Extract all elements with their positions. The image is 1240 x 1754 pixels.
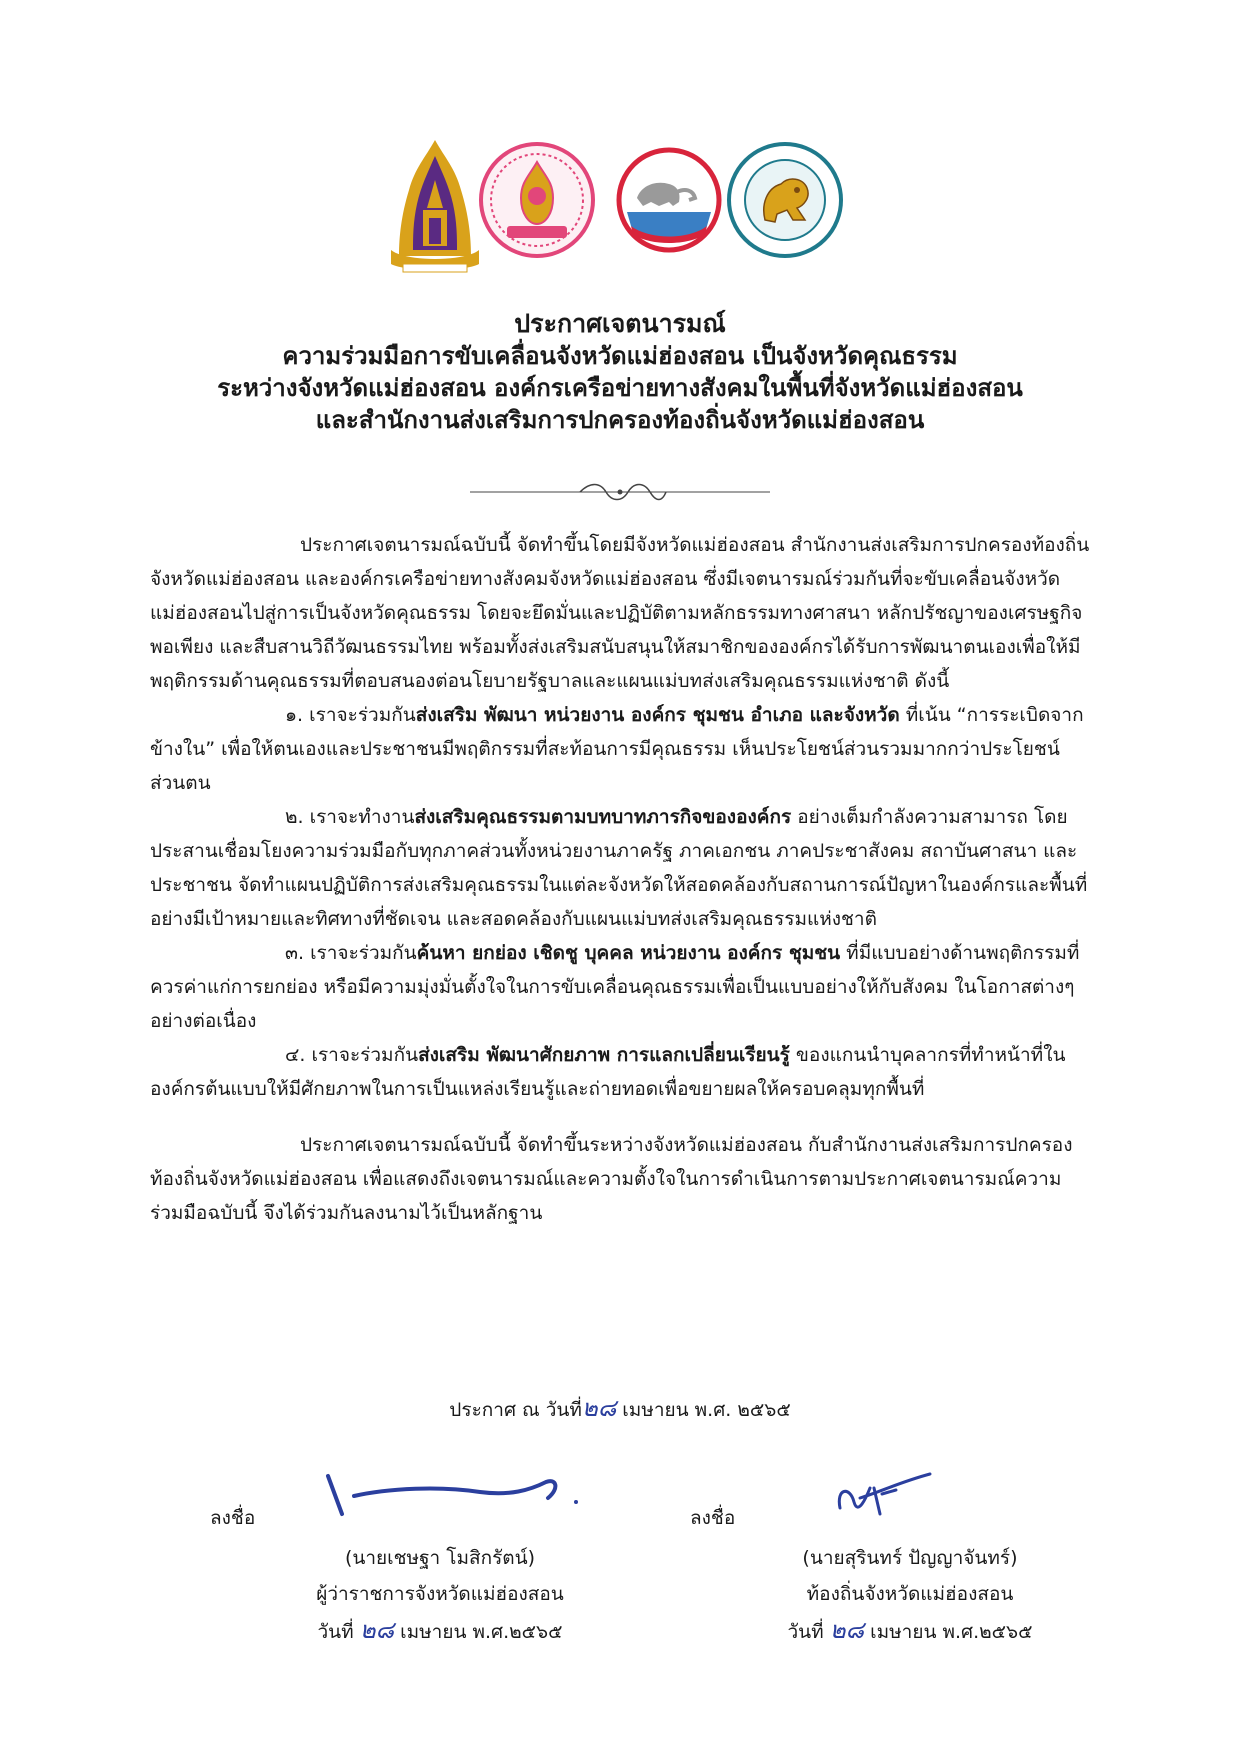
document-subtitle-3: และสำนักงานส่งเสริมการปกครองท้องถิ่นจังหวัดแม่ฮ่องสอน bbox=[315, 406, 925, 434]
closing-paragraph: ประกาศเจตนารมณ์ฉบับนี้ จัดทำขึ้นระหว่างจังหวัดแม่ฮ่องสอน กับสำนักงานส่งเสริมการปกครองท้องถิ่นจังหวัดแม่ฮ่องสอน เพื่อแสดงถึงเจตนารมณ์และความตั้งใจในการดำเนินการตามประกาศเจตนารมณ์ความร่วมมือฉบับนี้ จึงได้ร่วมกันลงนามไว้เป็นหลักฐาน bbox=[150, 1134, 1073, 1224]
document-body bbox=[150, 528, 1092, 1230]
commitment-item-1 bbox=[150, 698, 1092, 800]
item-text: อย่างเต็มกำลังความสามารถ โดย ประสานเชื่อมโยงความร่วมมือกับทุกภาคส่วนทั้งหน่วยงานภาครัฐ ภาคเอกชน ภาคประชาสังคม สถาบันศาสนา และประชาชน จัดทำแผนปฏิบัติการส่งเสริมคุณธรรมในแต่ละจังหวัดให้สอดคล้องกับสถานการณ์ปัญหาในองค์กรและพื้นที่อย่างมีเป้าหมายและทิศทางที่ชัดเจน และสอดคล้องกับแผนแม่บทส่งเสริมคุณธรรมแห่งชาติ bbox=[150, 806, 1088, 930]
ministry-of-culture-logo bbox=[385, 138, 485, 278]
signature-label: ลงชื่อ bbox=[210, 1507, 256, 1529]
document-title-block bbox=[0, 308, 1240, 436]
signatory-date bbox=[730, 1612, 1090, 1650]
date-suffix: เมษายน พ.ศ. ๒๕๖๕ bbox=[622, 1399, 791, 1421]
item-emphasis: ส่งเสริม พัฒนา หน่วยงาน องค์กร ชุมชน อำเภอ และจังหวัด bbox=[415, 704, 900, 726]
item-emphasis: ส่งเสริม พัฒนาศักยภาพ การแลกเปลี่ยนเรียนรู้ bbox=[418, 1044, 790, 1066]
handwritten-day: ๒๘ bbox=[829, 1616, 865, 1644]
signatory-name: (นายเชษฐา โมสิกรัตน์) bbox=[344, 1547, 536, 1569]
signatory-name: (นายสุรินทร์ ปัญญาจันทร์) bbox=[802, 1547, 1018, 1569]
signatory-date bbox=[260, 1612, 620, 1650]
date-prefix: วันที่ bbox=[317, 1621, 354, 1643]
mae-hong-son-province-logo bbox=[615, 146, 723, 254]
signature-label: ลงชื่อ bbox=[690, 1507, 736, 1529]
signature-mark bbox=[320, 1466, 580, 1526]
item-emphasis: ส่งเสริมคุณธรรมตามบทบาทภารกิจขององค์กร bbox=[414, 806, 792, 828]
signatory-details bbox=[730, 1540, 1090, 1650]
signatory-details bbox=[260, 1540, 620, 1650]
item-text: ของแกนนำบุคลากรที่ทำหน้าที่ในองค์กรต้นแบบให้มีศักยภาพในการเป็นแหล่งเรียนรู้และถ่ายทอดเพื่อขยายผลให้ครอบคลุมทุกพื้นที่ bbox=[150, 1044, 1066, 1100]
decorative-divider bbox=[470, 480, 770, 504]
item-emphasis: ค้นหา ยกย่อง เชิดชู บุคคล หน่วยงาน องค์กร ชุมชน bbox=[416, 942, 841, 964]
commitment-item-4 bbox=[150, 1038, 1092, 1106]
local-administration-logo bbox=[725, 140, 845, 260]
religious-affairs-logo bbox=[477, 140, 597, 260]
document-title: ประกาศเจตนารมณ์ bbox=[514, 309, 726, 338]
intro-paragraph: ประกาศเจตนารมณ์ฉบับนี้ จัดทำขึ้นโดยมีจังหวัดแม่ฮ่องสอน สำนักงานส่งเสริมการปกครองท้องถิ่นจังหวัดแม่ฮ่องสอน และองค์กรเครือข่ายทางสังคมจังหวัดแม่ฮ่องสอน ซึ่งมีเจตนารมณ์ร่วมกันที่จะขับเคลื่อนจังหวัดแม่ฮ่องสอนไปสู่การเป็นจังหวัดคุณธรรม โดยจะยึดมั่นและปฏิบัติตามหลักธรรมทางศาสนา หลักปรัชญาของเศรษฐกิจพอเพียง และสืบสานวิถีวัฒนธรรมไทย พร้อมทั้งส่งเสริมสนับสนุนให้สมาชิกขององค์กรได้รับการพัฒนาตนเองเพื่อให้มีพฤติกรรมด้านคุณธรรมที่ตอบสนองต่อนโยบายรัฐบาลและแผนแม่บทส่งเสริมคุณธรรมแห่งชาติ ดังนี้ bbox=[150, 534, 1090, 692]
date-prefix: วันที่ bbox=[787, 1621, 824, 1643]
commitment-item-3 bbox=[150, 936, 1092, 1038]
item-lead: ๒. เราจะทำงาน bbox=[285, 806, 415, 828]
signatory-position: ผู้ว่าราชการจังหวัดแม่ฮ่องสอน bbox=[316, 1583, 564, 1605]
handwritten-day: ๒๘ bbox=[581, 1394, 617, 1422]
item-lead: ๑. เราจะร่วมกัน bbox=[285, 704, 416, 726]
item-lead: ๓. เราจะร่วมกัน bbox=[285, 942, 417, 964]
document-subtitle-1: ความร่วมมือการขับเคลื่อนจังหวัดแม่ฮ่องสอน เป็นจังหวัดคุณธรรม bbox=[282, 342, 958, 370]
logo-row bbox=[385, 148, 905, 298]
date-prefix: ประกาศ ณ วันที่ bbox=[449, 1399, 582, 1421]
item-text: ที่เน้น “การระเบิดจากข้างใน” เพื่อให้ตนเองและประชาชนมีพฤติกรรมที่สะท้อนการมีคุณธรรม เห็นประโยชน์ส่วนรวมมากกว่าประโยชน์ส่วนตน bbox=[150, 704, 1084, 794]
item-text: ที่มีแบบอย่างด้านพฤติกรรมที่ควรค่าแก่การยกย่อง หรือมีความมุ่งมั่นตั้งใจในการขับเคลื่อนคุณธรรมเพื่อเป็นแบบอย่างให้กับสังคม ในโอกาสต่างๆ อย่างต่อเนื่อง bbox=[150, 942, 1080, 1032]
announcement-date bbox=[0, 1388, 1240, 1427]
date-suffix: เมษายน พ.ศ.๒๕๖๕ bbox=[870, 1621, 1033, 1643]
date-suffix: เมษายน พ.ศ.๒๕๖๕ bbox=[400, 1621, 563, 1643]
signatory-position: ท้องถิ่นจังหวัดแม่ฮ่องสอน bbox=[806, 1583, 1014, 1605]
commitment-item-2 bbox=[150, 800, 1092, 936]
handwritten-day: ๒๘ bbox=[359, 1616, 395, 1644]
item-lead: ๔. เราจะร่วมกัน bbox=[285, 1044, 419, 1066]
document-subtitle-2: ระหว่างจังหวัดแม่ฮ่องสอน องค์กรเครือข่ายทางสังคมในพื้นที่จังหวัดแม่ฮ่องสอน bbox=[217, 374, 1023, 402]
signature-mark bbox=[830, 1468, 940, 1528]
